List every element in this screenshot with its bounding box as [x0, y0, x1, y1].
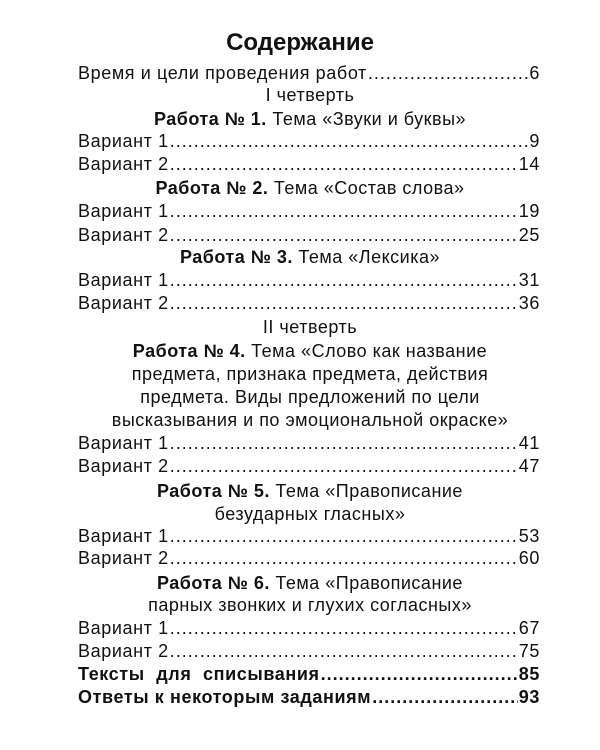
toc-entry-work4-variant2[interactable]	[78, 455, 540, 477]
work-number: Работа № 4.	[132, 341, 246, 361]
work-number: Работа № 2.	[155, 178, 269, 198]
toc-page-number: 25	[518, 225, 540, 245]
toc-entry-work4-variant1[interactable]	[78, 432, 540, 454]
work-topic: Тема «Состав слова»	[273, 178, 465, 198]
dot-leader	[170, 153, 518, 175]
dot-leader	[170, 200, 518, 222]
work-topic-line: высказывания и по эмоциональной окраске»	[111, 410, 509, 430]
work-number: Работа № 3.	[179, 247, 293, 267]
work-topic: Тема «Лексика»	[298, 247, 440, 267]
toc-entry-label: Вариант 1	[78, 526, 169, 546]
work-topic-line: парных звонких и глухих согласных»	[148, 595, 472, 615]
quarter-heading-2: II четверть	[262, 317, 358, 337]
work-heading-3	[70, 246, 550, 268]
dot-leader	[170, 432, 518, 454]
toc-entry-work5-variant2[interactable]	[78, 547, 540, 569]
toc-page-number: 19	[518, 201, 540, 221]
toc-entry-label: Вариант 2	[78, 225, 169, 245]
toc-entry-label: Вариант 2	[78, 293, 169, 313]
toc-entry-label: Время и цели проведения работ	[78, 63, 367, 83]
work-heading-5	[70, 480, 550, 502]
dot-leader	[368, 62, 528, 84]
toc-page-number: 85	[518, 664, 540, 684]
toc-page-number: 6	[529, 63, 540, 83]
toc-page-number: 14	[518, 154, 540, 174]
work-heading-1	[70, 108, 550, 130]
toc-entry-label: Вариант 2	[78, 154, 169, 174]
toc-entry-texts-for-copying[interactable]	[78, 663, 540, 685]
toc-entry-label: Вариант 1	[78, 201, 169, 221]
toc-entry-work3-variant2[interactable]	[78, 292, 540, 314]
toc-entry-work1-variant2[interactable]	[78, 153, 540, 175]
toc-entry-label: Вариант 2	[78, 548, 169, 568]
toc-entry-answers[interactable]	[78, 686, 540, 708]
dot-leader	[170, 269, 518, 291]
dot-leader	[170, 455, 518, 477]
toc-page-number: 47	[518, 456, 540, 476]
work-heading-6	[70, 572, 550, 594]
toc-entry-work2-variant2[interactable]	[78, 224, 540, 246]
toc-page-number: 75	[518, 641, 540, 661]
toc-entry-work2-variant1[interactable]	[78, 200, 540, 222]
toc-page-number: 41	[518, 433, 540, 453]
work-topic-line: безударных гласных»	[214, 504, 406, 524]
toc-entry-work6-variant2[interactable]	[78, 640, 540, 662]
dot-leader	[170, 640, 518, 662]
dot-leader	[170, 130, 529, 152]
work-number: Работа № 6.	[157, 573, 270, 593]
dot-leader	[372, 686, 518, 708]
work-topic: Тема «Звуки и буквы»	[272, 109, 467, 129]
toc-page-number: 31	[518, 270, 540, 290]
toc-page-number: 9	[529, 131, 540, 151]
toc-page-number: 36	[518, 293, 540, 313]
work-number: Работа № 1.	[153, 109, 267, 129]
work-number: Работа № 5.	[157, 481, 270, 501]
toc-page-number: 93	[518, 687, 540, 707]
dot-leader	[321, 663, 518, 685]
toc-entry-work1-variant1[interactable]	[78, 130, 540, 152]
work-topic: Тема «Слово как название	[251, 341, 488, 361]
toc-page-number: 53	[518, 526, 540, 546]
toc-entry-work6-variant1[interactable]	[78, 617, 540, 639]
toc-entry-label: Вариант 1	[78, 131, 169, 151]
work-topic-line: предмета. Виды предложений по цели	[140, 387, 480, 407]
work-heading-4	[70, 340, 550, 362]
dot-leader	[170, 525, 518, 547]
dot-leader	[170, 617, 518, 639]
page-title: Содержание	[226, 29, 374, 56]
toc-entry-label: Вариант 1	[78, 618, 169, 638]
toc-entry-work5-variant1[interactable]	[78, 525, 540, 547]
toc-entry-label: Вариант 1	[78, 270, 169, 290]
toc-page-number: 60	[518, 548, 540, 568]
quarter-heading-1: I четверть	[265, 85, 355, 105]
toc-entry-label: Тексты для списывания	[78, 664, 320, 684]
toc-entry-label: Вариант 1	[78, 433, 169, 453]
toc-entry-work3-variant1[interactable]	[78, 269, 540, 291]
toc-entry-label: Вариант 2	[78, 641, 169, 661]
dot-leader	[170, 547, 518, 569]
dot-leader	[170, 224, 518, 246]
toc-entry-label: Ответы к некоторым заданиям	[78, 687, 372, 707]
toc-page-number: 67	[518, 618, 540, 638]
toc-entry-intro[interactable]	[78, 62, 540, 84]
work-topic: Тема «Правописание	[275, 481, 463, 501]
work-topic: Тема «Правописание	[275, 573, 463, 593]
toc-entry-label: Вариант 2	[78, 456, 169, 476]
work-topic-line: предмета, признака предмета, действия	[131, 364, 489, 384]
work-heading-2	[70, 177, 550, 199]
dot-leader	[170, 292, 518, 314]
